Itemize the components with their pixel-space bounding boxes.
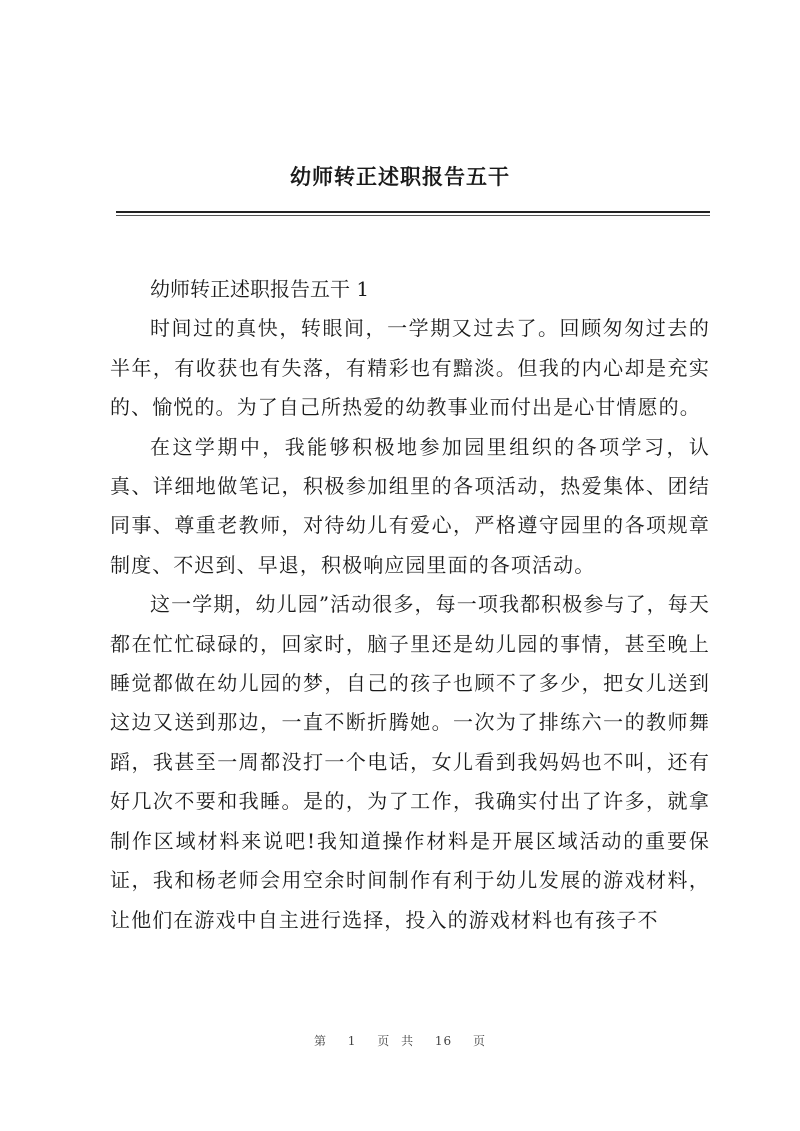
- footer-total-pages: 16: [434, 1034, 453, 1048]
- title-underline: [116, 211, 710, 213]
- paragraph-2: 在这学期中，我能够积极地参加园里组织的各项学习，认真、详细地做笔记，积极参加组里的各项活动，热爱集体、团结同事、尊重老教师，对待幼儿有爱心，严格遵守园里的各项规章制度、不迟到、早退，积极响应园里面的各项活动。: [110, 434, 710, 577]
- paragraph-3: 这一学期，幼儿园”活动很多，每一项我都积极参与了，每天都在忙忙碌碌的，回家时，脑子里还是幼儿园的事情，甚至晚上睡觉都做在幼儿园的梦，自己的孩子也顾不了多少，把女儿送到这边又送到那边，一直不断折腾她。一次为了排练六一的教师舞蹈，我甚至一周都没打一个电话，女儿看到我妈妈也不叫，还有好几次不要和我睡。是的，为了工作，我确实付出了许多，就拿制作区域材料来说吧!我知道操作材料是开展区域活动的重要保证，我和杨老师会用空余时间制作有利于幼儿发展的游戏材料，让他们在游戏中自主进行选择，投入的游戏材料也有孩子不: [110, 592, 710, 932]
- page-footer: [0, 1032, 800, 1049]
- document-body: [110, 270, 710, 940]
- section-heading: 幼师转正述职报告五干 1: [150, 277, 370, 301]
- title-underline-thin: [116, 215, 710, 216]
- footer-label-page: 第: [313, 1034, 327, 1048]
- footer-label-pages: 页: [473, 1034, 487, 1048]
- footer-label-of: 页 共: [377, 1034, 415, 1048]
- document-title: 幼师转正述职报告五干: [290, 164, 510, 189]
- paragraph-1: 时间过的真快，转眼间，一学期又过去了。回顾匆匆过去的半年，有收获也有失落，有精彩也有黯淡。但我的内心却是充实的、愉悦的。为了自己所热爱的幼教事业而付出是心甘情愿的。: [110, 316, 710, 420]
- footer-current-page: 1: [347, 1034, 357, 1048]
